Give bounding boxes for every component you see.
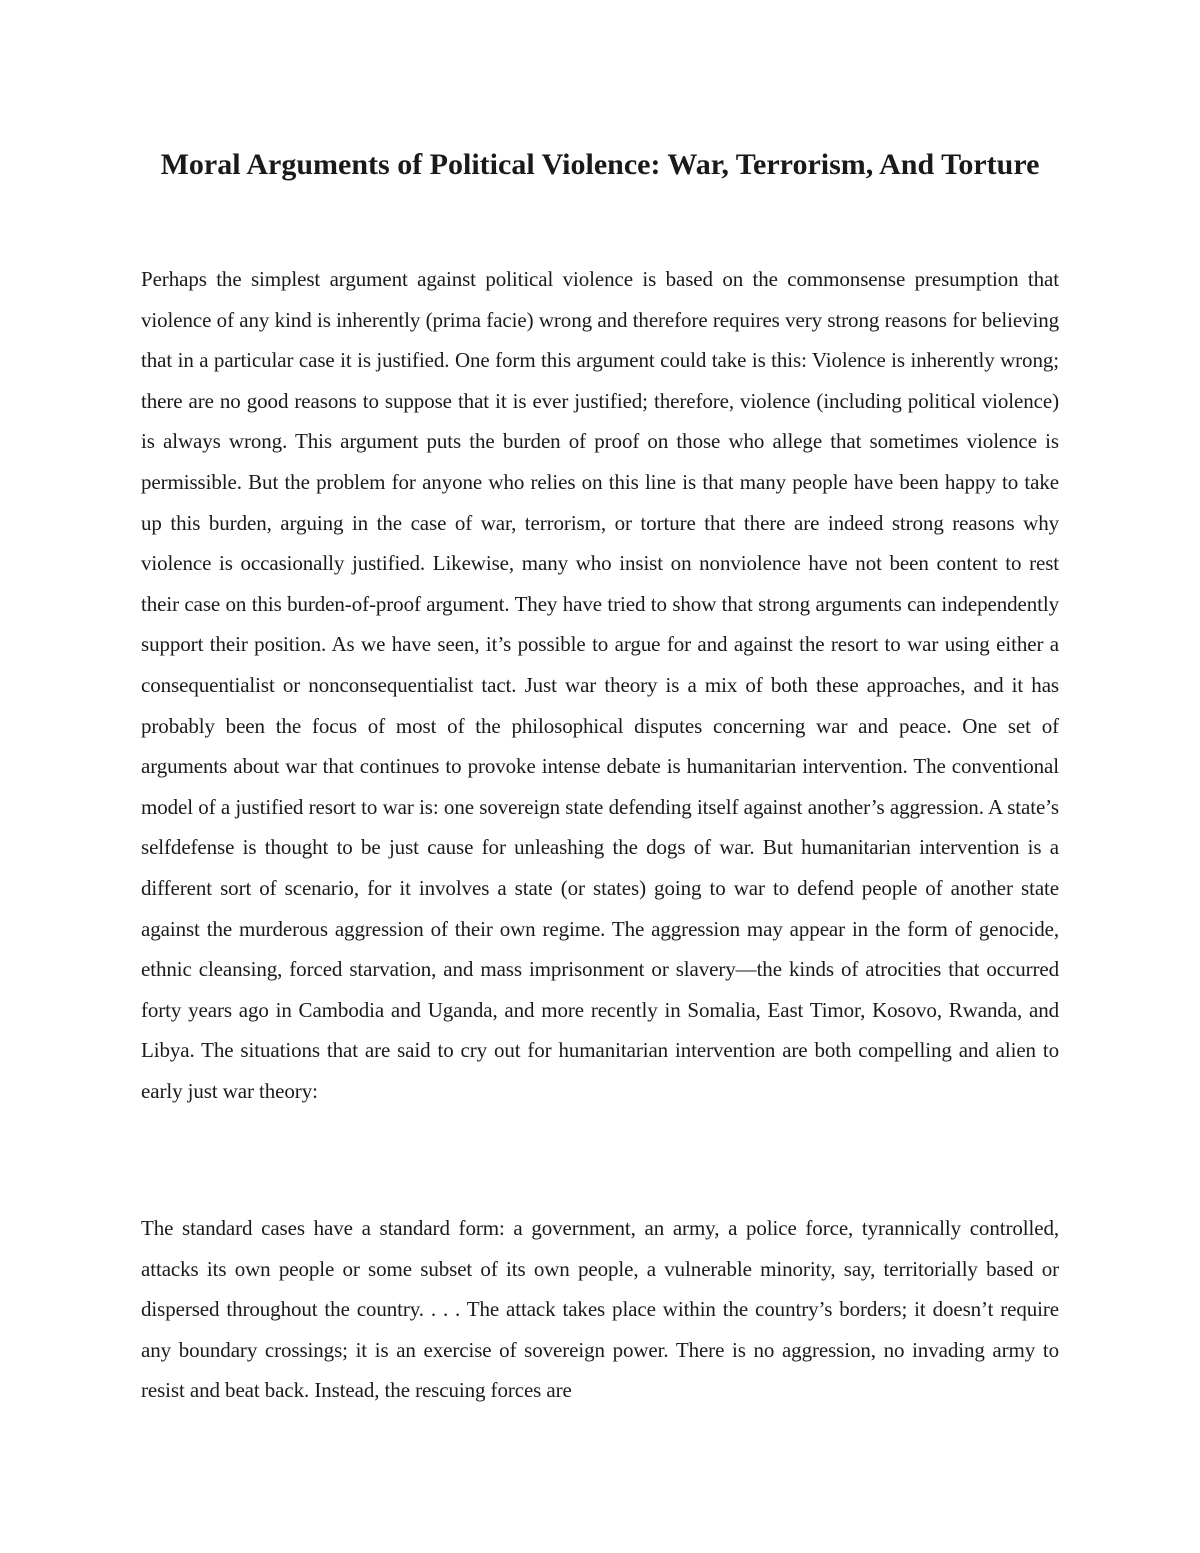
- document-title: Moral Arguments of Political Violence: War, Terrorism, And Torture: [160, 148, 1040, 181]
- body-paragraph-1: Perhaps the simplest argument against political violence is based on the commonsense presumption that violence of any kind is inherently (prima facie) wrong and therefore requires very strong reasons for believing that in a particular case it is justified. One form this argument could take is this: Violence is inherently wrong; there are no good reasons to suppose that it is ever justified; therefore, violence (including political violence) is always wrong. This argument puts the burden of proof on those who allege that sometimes violence is permissible. But the problem for anyone who relies on this line is that many people have been happy to take up this burden, arguing in the case of war, terrorism, or torture that there are indeed strong reasons why violence is occasionally justified. Likewise, many who insist on nonviolence have not been content to rest their case on this burden-of-proof argument. They have tried to show that strong arguments can independently support their position. As we have seen, it’s possible to argue for and against the resort to war using either a consequentialist or nonconsequentialist tact. Just war theory is a mix of both these approaches, and it has probably been the focus of most of the philosophical disputes concerning war and peace. One set of arguments about war that continues to provoke intense debate is humanitarian intervention. The conventional model of a justified resort to war is: one sovereign state defending itself against another’s aggression. A state’s selfdefense is thought to be just cause for unleashing the dogs of war. But humanitarian intervention is a different sort of scenario, for it involves a state (or states) going to war to defend people of another state against the murderous aggression of their own regime. The aggression may appear in the form of genocide, ethnic cleansing, forced starvation, and mass imprisonment or slavery—the kinds of atrocities that occurred forty years ago in Cambodia and Uganda, and more recently in Somalia, East Timor, Kosovo, Rwanda, and Libya. The situations that are said to cry out for humanitarian intervention are both compelling and alien to early just war theory:: [141, 267, 1059, 1103]
- body-paragraph-2: The standard cases have a standard form: a government, an army, a police force, tyrannically controlled, attacks its own people or some subset of its own people, a vulnerable minority, say, territorially based or dispersed throughout the country. . . . The attack takes place within the country’s borders; it doesn’t require any boundary crossings; it is an exercise of sovereign power. There is no aggression, no invading army to resist and beat back. Instead, the rescuing forces are: [141, 1216, 1059, 1403]
